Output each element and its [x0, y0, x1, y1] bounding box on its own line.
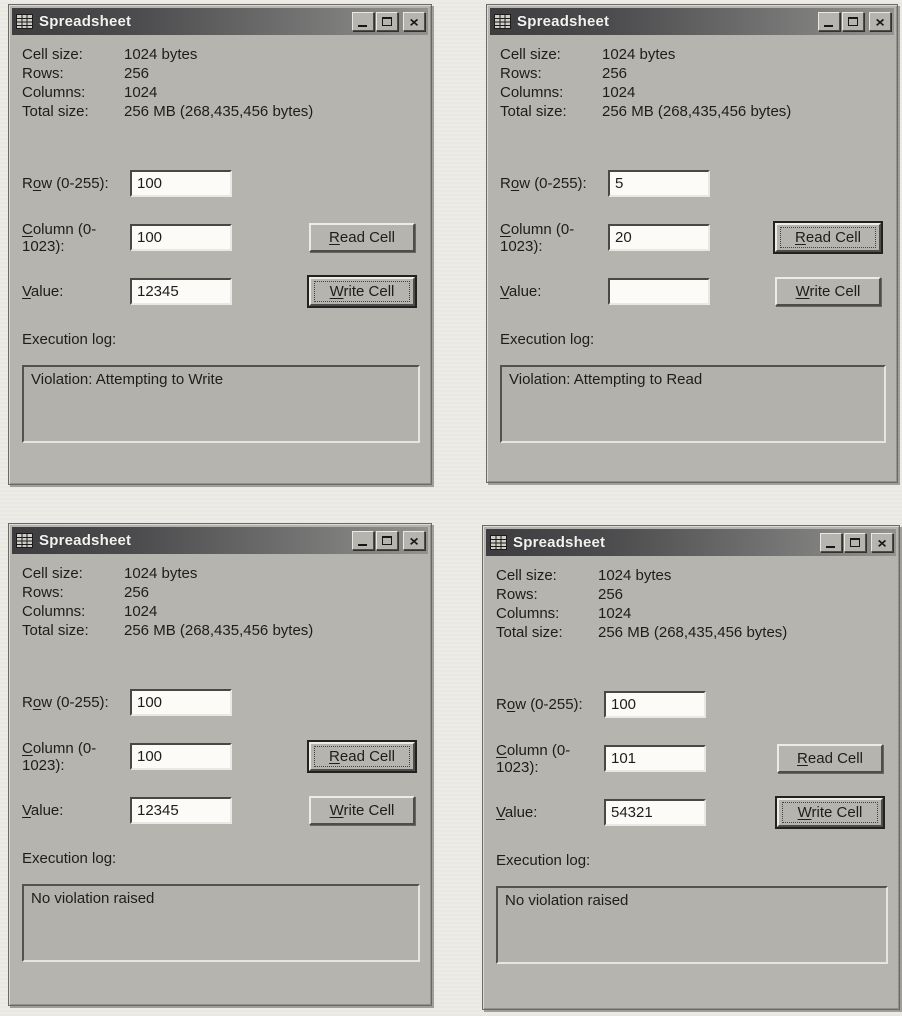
rows-value: 256	[124, 584, 150, 601]
columns-label: Columns:	[22, 84, 86, 101]
read-cell-button[interactable]: Read Cell	[777, 744, 883, 773]
columns-value: 1024	[598, 605, 632, 622]
cell-size-label: Cell size:	[500, 46, 561, 63]
execution-log-label: Execution log:	[500, 331, 595, 348]
column-field-label: Column (0-1023):	[500, 220, 575, 255]
maximize-icon	[848, 17, 858, 26]
rows-label: Rows:	[496, 586, 538, 603]
execution-log	[22, 365, 420, 443]
rows-label: Rows:	[22, 65, 64, 82]
memory-info	[22, 564, 420, 640]
row-field-label: Row (0-255):	[496, 696, 583, 713]
column-input[interactable]	[130, 743, 232, 770]
close-button[interactable]	[871, 533, 893, 552]
minimize-icon	[358, 25, 367, 27]
write-cell-button[interactable]: Write Cell	[775, 277, 881, 306]
total-size-label: Total size:	[22, 622, 89, 639]
spreadsheet-window	[486, 4, 898, 483]
window-title: Spreadsheet	[513, 534, 606, 551]
cell-size-value: 1024 bytes	[124, 46, 198, 63]
titlebar[interactable]	[12, 8, 428, 35]
value-field-label: Value:	[496, 804, 538, 821]
window-controls	[352, 12, 425, 31]
maximize-button[interactable]	[376, 12, 398, 31]
maximize-icon	[850, 538, 860, 547]
row-field-label: Row (0-255):	[22, 694, 109, 711]
maximize-icon	[382, 536, 392, 545]
cell-size-label: Cell size:	[22, 565, 83, 582]
window-controls	[818, 12, 891, 31]
log-text: Violation: Attempting to Read	[509, 371, 703, 388]
log-text: Violation: Attempting to Write	[31, 371, 224, 388]
write-cell-button[interactable]: Write Cell	[309, 796, 415, 825]
memory-info	[496, 566, 888, 642]
total-size-value: 256 MB (268,435,456 bytes)	[602, 103, 792, 120]
row-field-label: Row (0-255):	[22, 175, 109, 192]
log-text: No violation raised	[31, 890, 155, 907]
column-input[interactable]	[608, 224, 710, 251]
spreadsheet-app-icon	[16, 14, 33, 29]
close-button[interactable]	[403, 12, 425, 31]
columns-value: 1024	[124, 603, 158, 620]
close-icon: ×	[877, 534, 887, 551]
minimize-button[interactable]	[820, 533, 842, 552]
value-field-label: Value:	[22, 283, 64, 300]
cell-size-value: 1024 bytes	[598, 567, 672, 584]
minimize-icon	[826, 546, 835, 548]
close-icon: ×	[875, 13, 885, 30]
row-input[interactable]	[608, 170, 710, 197]
cell-size-value: 1024 bytes	[124, 565, 198, 582]
window-controls	[352, 531, 425, 550]
row-input[interactable]	[604, 691, 706, 718]
window-title: Spreadsheet	[517, 13, 610, 30]
cell-size-label: Cell size:	[496, 567, 557, 584]
close-icon: ×	[409, 13, 419, 30]
value-input[interactable]	[608, 278, 710, 305]
execution-log-label: Execution log:	[496, 852, 591, 869]
rows-value: 256	[598, 586, 624, 603]
minimize-button[interactable]	[352, 531, 374, 550]
execution-log	[500, 365, 886, 443]
total-size-label: Total size:	[496, 624, 563, 641]
spreadsheet-window	[482, 525, 900, 1010]
close-button[interactable]	[869, 12, 891, 31]
columns-value: 1024	[124, 84, 158, 101]
value-input[interactable]	[130, 797, 232, 824]
total-size-label: Total size:	[22, 103, 89, 120]
spreadsheet-app-icon	[490, 535, 507, 550]
log-text: No violation raised	[505, 892, 629, 909]
titlebar[interactable]	[12, 527, 428, 554]
value-input[interactable]	[130, 278, 232, 305]
read-cell-button[interactable]: Read Cell	[309, 742, 415, 771]
rows-value: 256	[124, 65, 150, 82]
memory-info	[22, 45, 420, 121]
column-field-label: Column (0-1023):	[496, 741, 571, 776]
maximize-icon	[382, 17, 392, 26]
window-title: Spreadsheet	[39, 13, 132, 30]
titlebar[interactable]	[486, 529, 896, 556]
column-input[interactable]	[130, 224, 232, 251]
row-input[interactable]	[130, 689, 232, 716]
rows-value: 256	[602, 65, 628, 82]
spreadsheet-app-icon	[494, 14, 511, 29]
close-icon: ×	[409, 532, 419, 549]
read-cell-button[interactable]: Read Cell	[775, 223, 881, 252]
write-cell-button[interactable]: Write Cell	[309, 277, 415, 306]
minimize-icon	[358, 544, 367, 546]
column-input[interactable]	[604, 745, 706, 772]
cell-size-label: Cell size:	[22, 46, 83, 63]
value-field-label: Value:	[22, 802, 64, 819]
total-size-label: Total size:	[500, 103, 567, 120]
cell-size-value: 1024 bytes	[602, 46, 676, 63]
rows-label: Rows:	[500, 65, 542, 82]
minimize-button[interactable]	[818, 12, 840, 31]
execution-log-label: Execution log:	[22, 331, 117, 348]
column-field-label: Column (0-1023):	[22, 739, 97, 774]
close-button[interactable]	[403, 531, 425, 550]
row-input[interactable]	[130, 170, 232, 197]
rows-label: Rows:	[22, 584, 64, 601]
read-cell-button[interactable]: Read Cell	[309, 223, 415, 252]
window-controls	[820, 533, 893, 552]
titlebar[interactable]	[490, 8, 894, 35]
execution-log-label: Execution log:	[22, 850, 117, 867]
value-field-label: Value:	[500, 283, 542, 300]
column-field-label: Column (0-1023):	[22, 220, 97, 255]
execution-log	[496, 886, 888, 964]
columns-label: Columns:	[22, 603, 86, 620]
spreadsheet-app-icon	[16, 533, 33, 548]
execution-log	[22, 884, 420, 962]
columns-label: Columns:	[496, 605, 560, 622]
window-title: Spreadsheet	[39, 532, 132, 549]
total-size-value: 256 MB (268,435,456 bytes)	[124, 103, 314, 120]
maximize-button[interactable]	[376, 531, 398, 550]
row-field-label: Row (0-255):	[500, 175, 587, 192]
total-size-value: 256 MB (268,435,456 bytes)	[598, 624, 788, 641]
columns-value: 1024	[602, 84, 636, 101]
total-size-value: 256 MB (268,435,456 bytes)	[124, 622, 314, 639]
columns-label: Columns:	[500, 84, 564, 101]
spreadsheet-window	[8, 4, 432, 485]
maximize-button[interactable]	[842, 12, 864, 31]
minimize-button[interactable]	[352, 12, 374, 31]
memory-info	[500, 45, 886, 121]
spreadsheet-window	[8, 523, 432, 1006]
maximize-button[interactable]	[844, 533, 866, 552]
value-input[interactable]	[604, 799, 706, 826]
minimize-icon	[824, 25, 833, 27]
write-cell-button[interactable]: Write Cell	[777, 798, 883, 827]
